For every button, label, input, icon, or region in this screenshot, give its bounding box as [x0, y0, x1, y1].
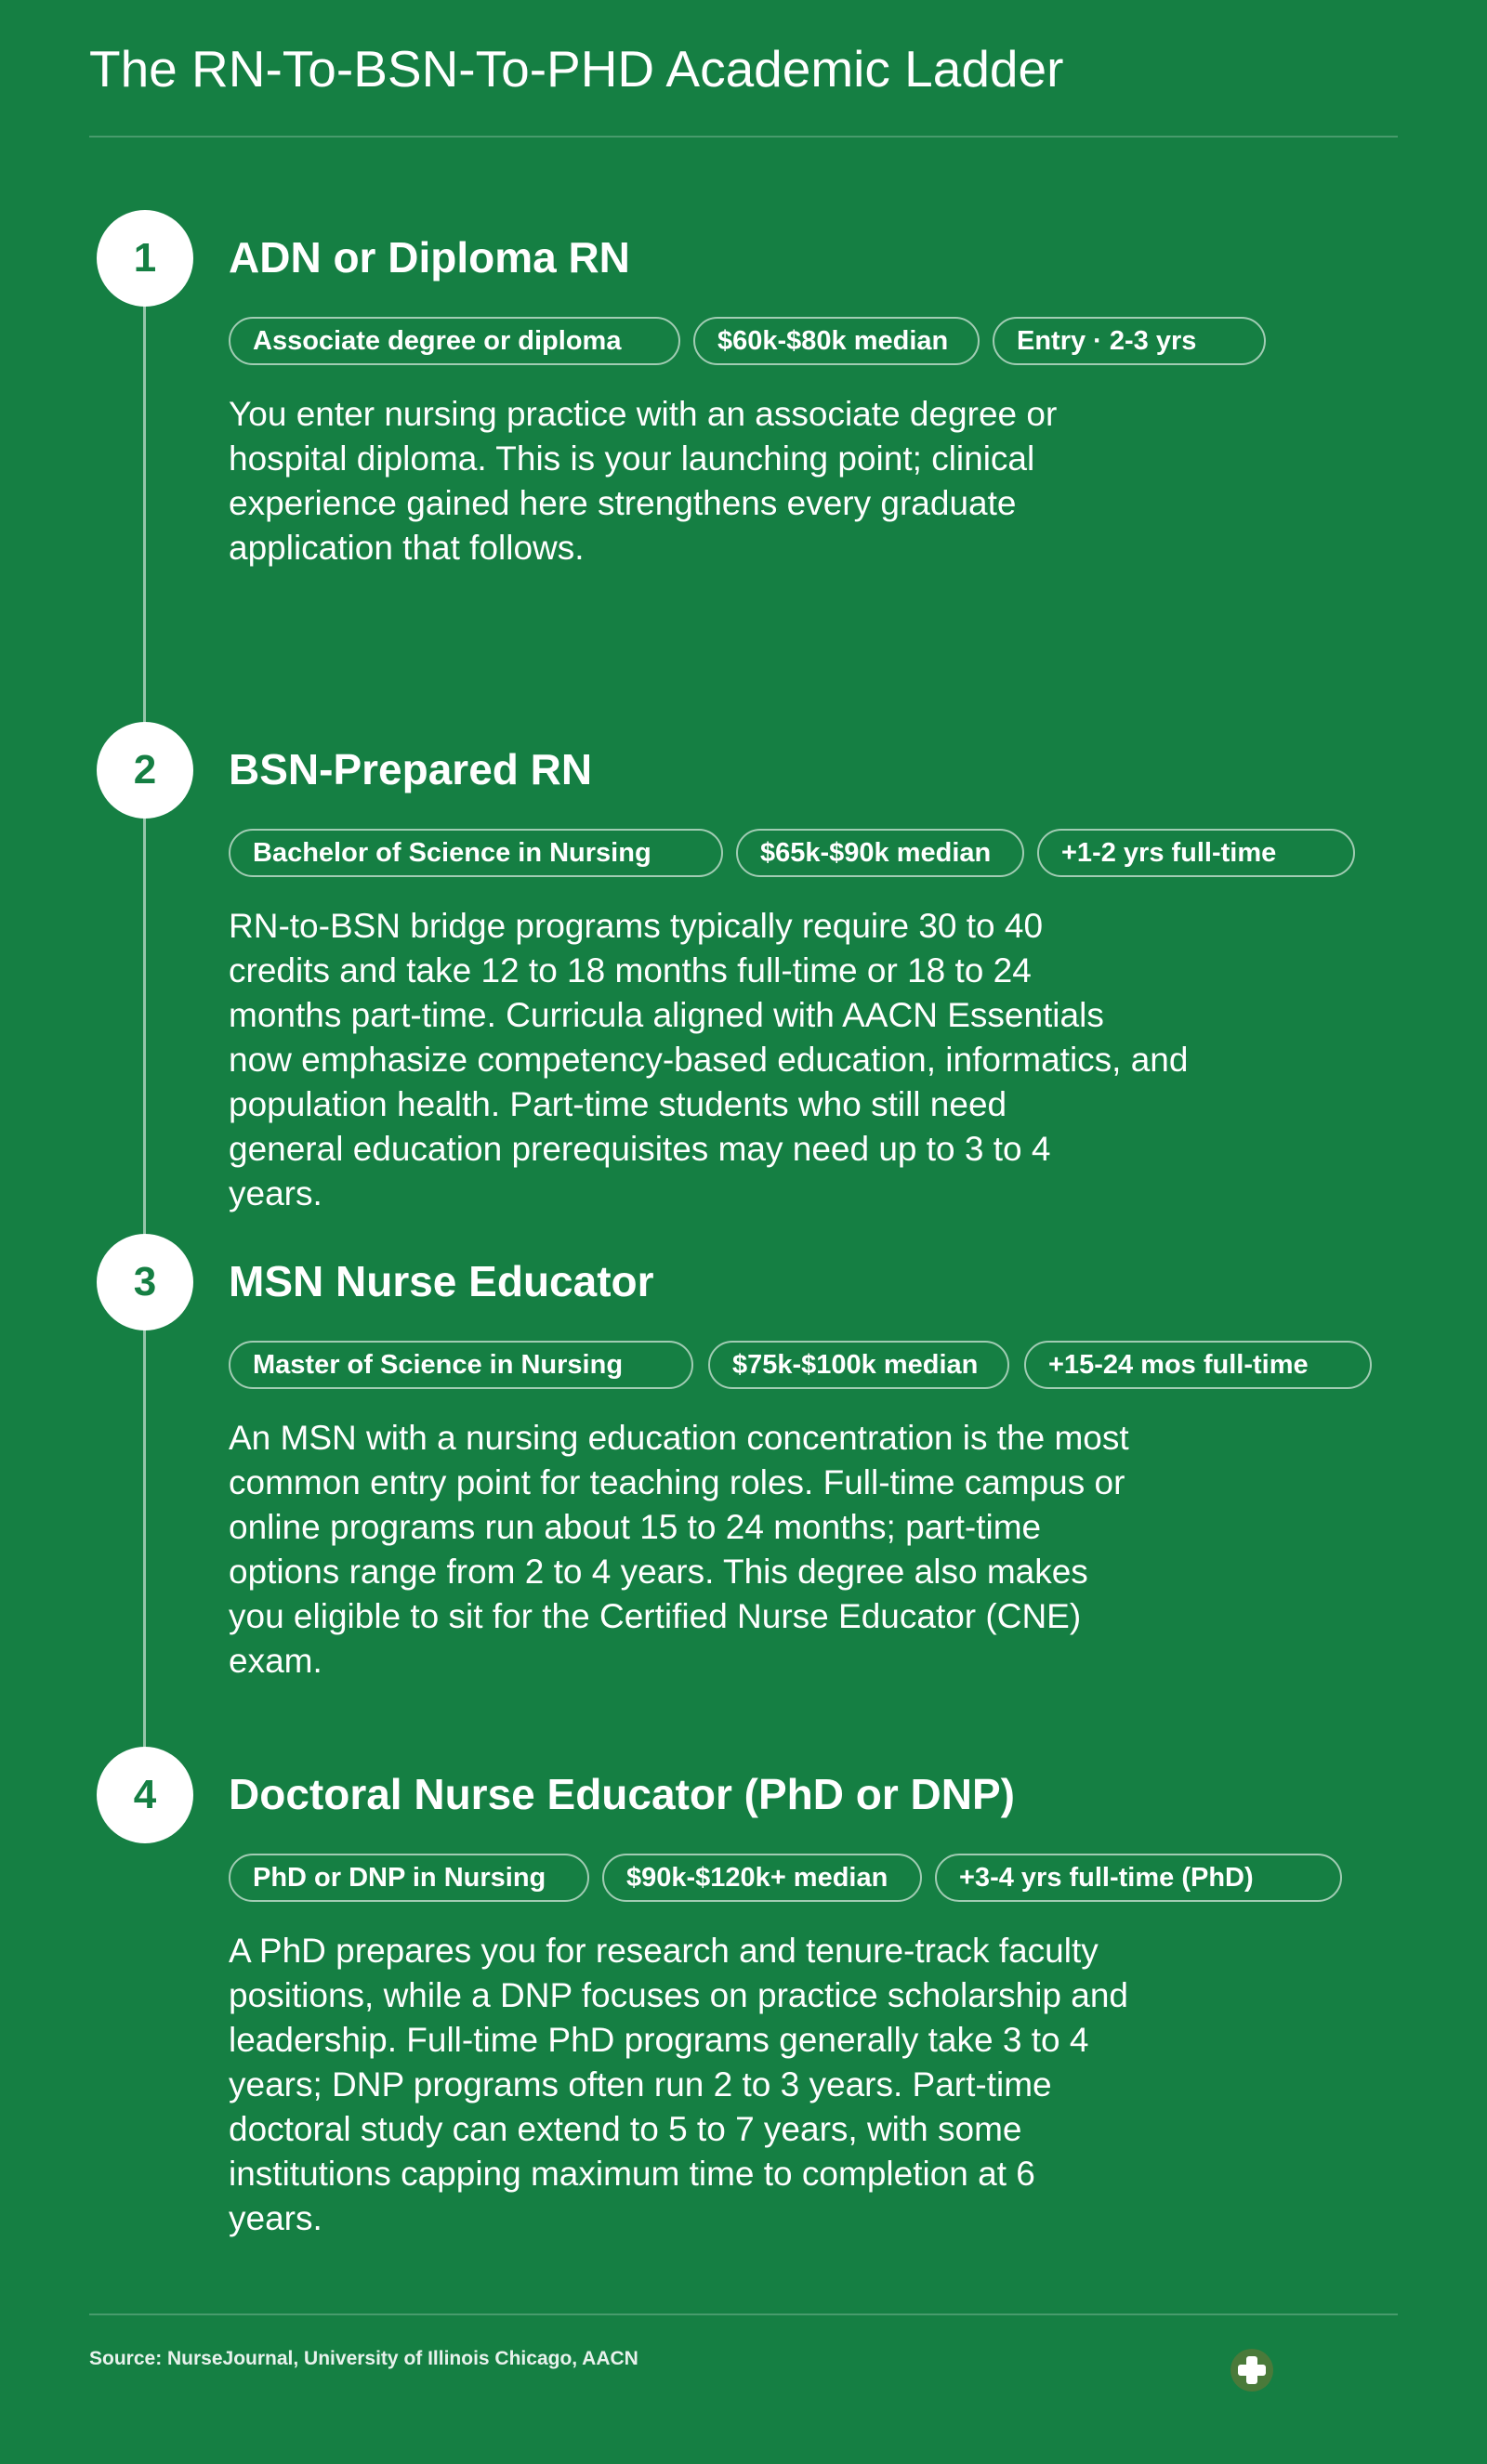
duration-pill: Entry · 2-3 yrs [993, 317, 1266, 365]
source-note: Source: NurseJournal, University of Illinois Chicago, AACN [89, 2348, 638, 2369]
duration-pill: +1-2 yrs full-time [1037, 829, 1355, 877]
footer-divider [89, 2313, 1398, 2315]
header-divider [89, 136, 1398, 138]
duration-pill: +15-24 mos full-time [1024, 1341, 1372, 1389]
timeline-line [143, 251, 146, 1798]
salary-pill: $60k-$80k median [693, 317, 980, 365]
plus-cross-icon [1230, 2349, 1273, 2392]
step-description: You enter nursing practice with an associate degree or hospital diploma. This is your launching point; clinical experience gained here strengthens every graduate application that follows. [229, 395, 1058, 567]
degree-pill: Master of Science in Nursing [229, 1341, 693, 1389]
step-number-circle: 4 [97, 1747, 193, 1843]
degree-pill: Bachelor of Science in Nursing [229, 829, 723, 877]
duration-pill: +3-4 yrs full-time (PhD) [935, 1854, 1342, 1902]
step-title: ADN or Diploma RN [229, 233, 630, 282]
salary-pill: $65k-$90k median [736, 829, 1024, 877]
degree-pill: Associate degree or diploma [229, 317, 680, 365]
step-description: A PhD prepares you for research and tenure-track faculty positions, while a DNP focuses on practice scholarship and leadership. Full-time PhD programs generally take 3 to 4 years; DNP programs often run 2 to 3 years. Part-time doctoral study can extend to 5 to 7 years, with some institutions capping maximum time to completion at 6 years. [229, 1932, 1128, 2237]
step-number-circle: 1 [97, 210, 193, 307]
step-description: RN-to-BSN bridge programs typically require 30 to 40 credits and take 12 to 18 months full-time or 18 to 24 months part-time. Curricula aligned with AACN Essentials now emphasize competency-based education, informatics, and population health. Part-time students who still need general education prerequisites may need up to 3 to 4 years. [229, 907, 1189, 1212]
step-title: MSN Nurse Educator [229, 1257, 654, 1305]
page-title: The RN-To-BSN-To-PHD Academic Ladder [89, 40, 1064, 98]
salary-pill: $90k-$120k+ median [602, 1854, 922, 1902]
step-description: An MSN with a nursing education concentration is the most common entry point for teaching roles. Full-time campus or online programs run about 15 to 24 months; part-time options range from 2 to 4 years. This degree also makes you eligible to sit for the Certified Nurse Educator (CNE) exam. [229, 1419, 1129, 1680]
step-title: BSN-Prepared RN [229, 745, 593, 793]
step-title: Doctoral Nurse Educator (PhD or DNP) [229, 1770, 1015, 1818]
degree-pill: PhD or DNP in Nursing [229, 1854, 589, 1902]
step-number-circle: 2 [97, 722, 193, 819]
step-number-circle: 3 [97, 1234, 193, 1330]
salary-pill: $75k-$100k median [708, 1341, 1009, 1389]
